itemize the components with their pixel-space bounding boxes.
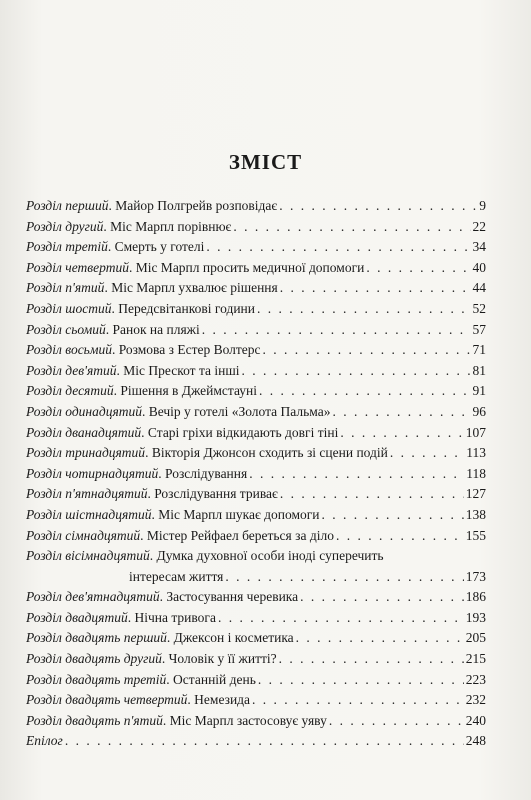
toc-separator: . xyxy=(149,548,157,564)
toc-separator: . xyxy=(111,300,119,316)
toc-chapter-label: Розділ четвертий xyxy=(26,259,129,275)
toc-entry xyxy=(26,340,486,361)
toc-separator: . xyxy=(145,445,152,461)
toc-chapter-label: Розділ п'ятнадцятий xyxy=(26,486,148,502)
toc-entry xyxy=(26,587,486,608)
toc-leader-dots xyxy=(258,670,464,691)
toc-separator: . xyxy=(158,465,166,481)
toc-page-number: 127 xyxy=(465,486,486,502)
toc-chapter-label: Розділ чотирнадцятий xyxy=(26,465,159,481)
toc-entry xyxy=(26,464,486,485)
toc-entry xyxy=(26,526,486,547)
toc-page-number: 118 xyxy=(466,465,486,481)
toc-page-number: 232 xyxy=(465,692,486,708)
toc-page-number: 40 xyxy=(472,259,486,275)
toc-chapter-title-continued: інтересам життя xyxy=(129,568,224,584)
toc-separator: . xyxy=(140,527,147,543)
toc-chapter-title: Ранок на пляжі xyxy=(112,321,200,337)
toc-separator: . xyxy=(107,239,115,255)
toc-entry xyxy=(26,443,486,464)
toc-entry xyxy=(26,690,486,711)
toc-page-number: 223 xyxy=(465,671,486,687)
toc-leader-dots xyxy=(65,731,464,752)
toc-separator: . xyxy=(159,589,167,605)
toc-entry xyxy=(26,423,486,444)
toc-leader-dots xyxy=(242,361,471,382)
toc-chapter-label: Розділ двадцятий xyxy=(26,609,128,625)
toc-chapter-title: Рішення в Джеймстауні xyxy=(120,383,257,399)
toc-separator: . xyxy=(187,692,195,708)
toc-separator: . xyxy=(141,424,148,440)
toc-chapter-label: Розділ тринадцятий xyxy=(26,445,146,461)
toc-chapter-label: Розділ двадцять п'ятий xyxy=(26,712,163,728)
toc-separator: . xyxy=(111,342,119,358)
toc-entry xyxy=(26,381,486,402)
toc-separator: . xyxy=(161,651,169,667)
toc-chapter-label: Розділ шістнадцятий xyxy=(26,506,152,522)
toc-entry xyxy=(26,361,486,382)
toc-chapter-title: Чоловік у її житті? xyxy=(168,651,277,667)
toc-chapter-title: Майор Полгрейв розповідає xyxy=(115,198,278,213)
toc-page-number: 205 xyxy=(465,630,486,646)
toc-leader-dots xyxy=(322,505,464,526)
toc-chapter-label: Розділ двадцять четвертий xyxy=(26,692,188,708)
toc-page-number: 186 xyxy=(465,589,486,605)
toc-page-number: 215 xyxy=(465,651,486,667)
toc-chapter-label: Розділ дванадцятий xyxy=(26,424,142,440)
toc-entry xyxy=(26,711,486,732)
toc-chapter-label: Розділ третій xyxy=(26,239,108,255)
toc-chapter-title: Міс Марпл ухвалює рішення xyxy=(111,280,278,296)
toc-chapter-title: Старі гріхи відкидають довгі тіні xyxy=(147,424,339,440)
toc-entry xyxy=(26,505,486,526)
toc-separator: . xyxy=(141,403,149,419)
toc-chapter-label: Розділ перший xyxy=(26,198,109,213)
toc-page-number: 173 xyxy=(465,568,486,584)
toc-chapter-title: Останній день xyxy=(173,671,256,687)
toc-separator: . xyxy=(128,259,136,275)
toc-entry xyxy=(26,196,486,217)
toc-page-number: 81 xyxy=(472,362,486,378)
toc-page-number: 240 xyxy=(465,712,486,728)
toc-chapter-label: Розділ п'ятий xyxy=(26,280,105,296)
toc-entry xyxy=(26,649,486,670)
toc-leader-dots xyxy=(366,258,470,279)
toc-page-number: 248 xyxy=(465,733,486,749)
toc-page-number: 57 xyxy=(472,321,486,337)
toc-entry xyxy=(26,484,486,505)
toc-separator: . xyxy=(116,362,124,378)
page-title: ЗМІСТ xyxy=(228,150,303,174)
toc-chapter-title: Містер Рейфаел береться за діло xyxy=(146,527,334,543)
toc-page-number: 107 xyxy=(465,424,486,440)
toc-page-number: 52 xyxy=(472,300,486,316)
toc-chapter-label: Розділ вісімнадцятий xyxy=(26,548,150,564)
toc-leader-dots xyxy=(336,526,464,547)
toc-page-number: 138 xyxy=(465,506,486,522)
toc-page-number: 155 xyxy=(465,527,486,543)
toc-separator: . xyxy=(147,486,155,502)
toc-chapter-title: Вікторія Джонсон сходить зі сцени подій xyxy=(151,445,388,461)
toc-leader-dots xyxy=(249,464,464,485)
toc-leader-dots xyxy=(225,567,463,588)
toc-entry xyxy=(26,402,486,423)
toc-leader-dots xyxy=(332,402,470,423)
toc-entry xyxy=(26,546,486,587)
toc-chapter-title: Розмова з Естер Волтерс xyxy=(118,342,261,358)
toc-leader-dots xyxy=(279,649,464,670)
toc-entry xyxy=(26,608,486,629)
toc-chapter-title: Джексон і косметика xyxy=(173,630,294,646)
toc-page-number: 113 xyxy=(466,445,486,461)
toc-chapter-label: Розділ сьомий xyxy=(26,321,106,337)
toc-separator: . xyxy=(104,280,112,296)
toc-separator: . xyxy=(127,609,135,625)
toc-page-number: 193 xyxy=(465,609,486,625)
toc-chapter-title: Немезида xyxy=(194,692,251,708)
toc-entry xyxy=(26,670,486,691)
toc-leader-dots xyxy=(233,217,470,238)
toc-chapter-label: Розділ восьмий xyxy=(26,342,112,358)
toc-leader-dots xyxy=(280,278,471,299)
toc-separator: . xyxy=(166,630,174,646)
toc-leader-dots xyxy=(300,587,464,608)
toc-entry xyxy=(26,320,486,341)
toc-chapter-label: Епілог xyxy=(26,733,63,749)
toc-separator: . xyxy=(113,383,121,399)
toc-entry xyxy=(26,628,486,649)
toc-chapter-label: Розділ двадцять третій xyxy=(26,671,167,687)
toc-chapter-title: Міс Марпл порівнює xyxy=(110,218,232,234)
toc-leader-dots xyxy=(202,320,471,341)
toc-chapter-title: Нічна тривога xyxy=(134,609,216,625)
toc-chapter-label: Розділ сімнадцятий xyxy=(26,527,141,543)
toc-chapter-title: Міс Марпл шукає допомоги xyxy=(158,506,320,522)
toc-leader-dots xyxy=(279,196,477,217)
toc-page-number: 9 xyxy=(479,198,486,213)
toc-chapter-label: Розділ другий xyxy=(26,218,104,234)
toc-entry xyxy=(26,278,486,299)
toc-separator: . xyxy=(105,321,113,337)
toc-chapter-label: Розділ десятий xyxy=(26,383,114,399)
toc-leader-dots xyxy=(390,443,464,464)
toc-entry xyxy=(26,258,486,279)
toc-leader-dots xyxy=(252,690,464,711)
toc-leader-dots xyxy=(259,381,471,402)
toc-entry xyxy=(26,217,486,238)
toc-separator: . xyxy=(162,712,170,728)
toc-leader-dots xyxy=(263,340,471,361)
toc-chapter-title: Міс Марпл просить медичної допомоги xyxy=(135,259,365,275)
toc-separator: . xyxy=(151,506,159,522)
toc-entry xyxy=(26,237,486,258)
toc-page-number: 71 xyxy=(472,342,486,358)
toc-chapter-title: Смерть у готелі xyxy=(114,239,205,255)
toc-leader-dots xyxy=(296,628,464,649)
table-of-contents xyxy=(26,196,486,752)
toc-page-number: 91 xyxy=(472,383,486,399)
toc-leader-dots xyxy=(206,237,470,258)
toc-chapter-title: Думка духовної особи іноді суперечить xyxy=(156,548,384,564)
toc-chapter-title: Міс Марпл застосовує уяву xyxy=(169,712,327,728)
toc-chapter-title: Вечір у готелі «Золота Пальма» xyxy=(148,403,331,419)
toc-entry xyxy=(26,731,486,752)
toc-leader-dots xyxy=(340,423,463,444)
toc-page-number: 44 xyxy=(472,280,486,296)
toc-leader-dots xyxy=(329,711,464,732)
toc-separator: . xyxy=(103,218,111,234)
toc-page-number: 34 xyxy=(472,239,486,255)
toc-chapter-label: Розділ дев'ятнадцятий xyxy=(26,589,160,605)
toc-page-number: 96 xyxy=(472,403,486,419)
toc-chapter-label: Розділ дев'ятий xyxy=(26,362,117,378)
toc-chapter-title: Міс Прескот та інші xyxy=(123,362,240,378)
toc-chapter-label: Розділ одинадцятий xyxy=(26,403,142,419)
toc-chapter-label: Розділ шостий xyxy=(26,300,112,316)
toc-chapter-title: Застосування черевика xyxy=(166,589,299,605)
toc-entry xyxy=(26,299,486,320)
toc-leader-dots xyxy=(257,299,470,320)
toc-chapter-label: Розділ двадцять другий xyxy=(26,651,162,667)
toc-chapter-title: Передсвітанкові години xyxy=(118,300,256,316)
toc-chapter-label: Розділ двадцять перший xyxy=(26,630,167,646)
toc-chapter-title: Розслідування xyxy=(165,465,248,481)
toc-separator: . xyxy=(166,671,174,687)
toc-separator: . xyxy=(108,198,116,213)
toc-chapter-title: Розслідування триває xyxy=(154,486,278,502)
toc-leader-dots xyxy=(280,484,464,505)
toc-leader-dots xyxy=(218,608,464,629)
toc-page-number: 22 xyxy=(472,218,486,234)
